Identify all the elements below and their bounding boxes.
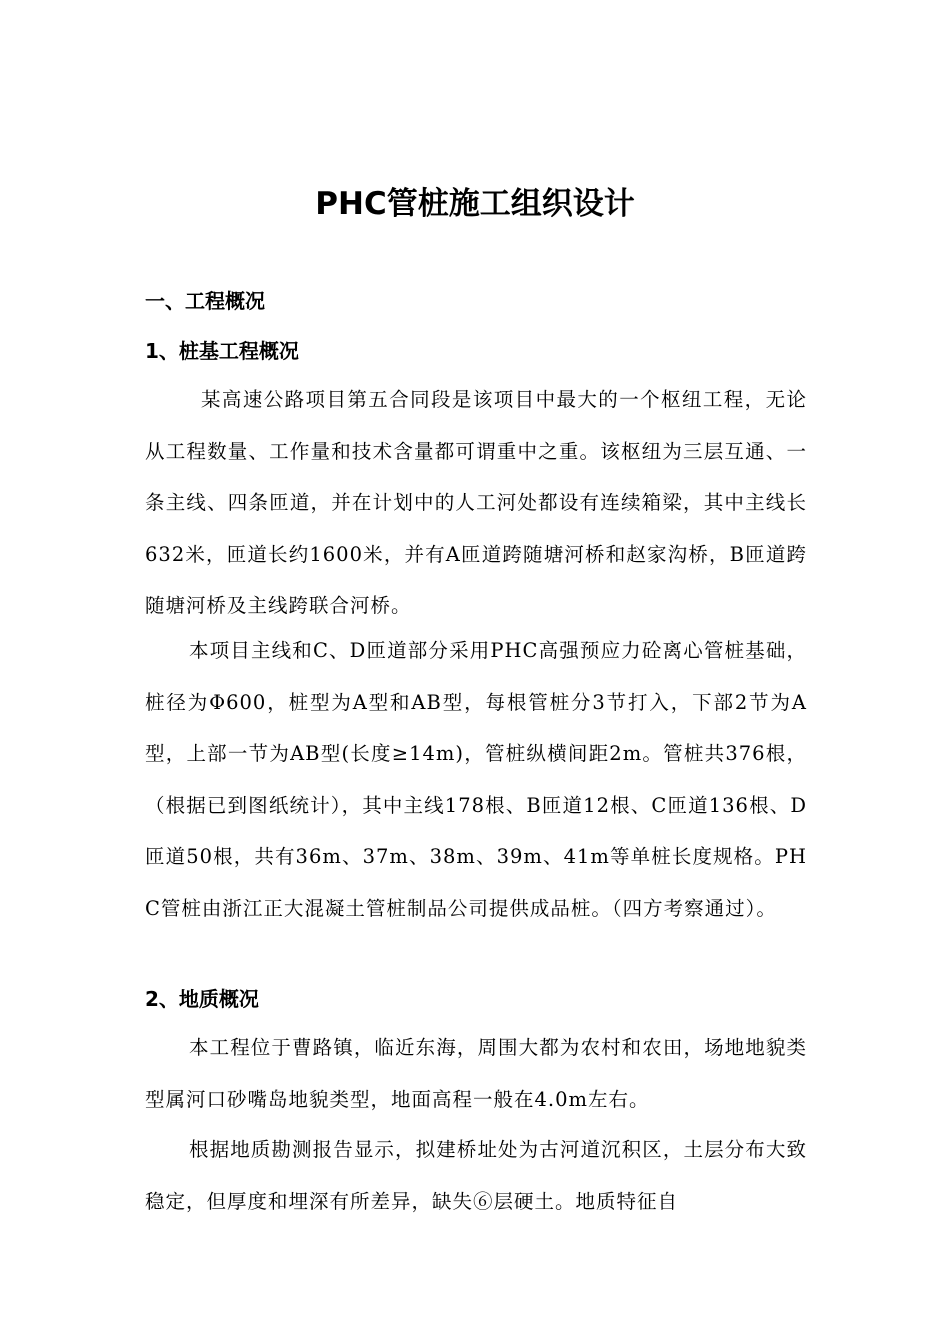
paragraph-site-location: 本工程位于曹路镇，临近东海，周围大都为农村和农田，场地地貌类型属河口砂嘴岛地貌类型，地面高程一般在4.0m左右。 xyxy=(145,1036,807,1111)
section-heading-project-overview: 一、工程概况 xyxy=(145,289,265,313)
paragraph-project-description: 某高速公路项目第五合同段是该项目中最大的一个枢纽工程，无论从工程数量、工作量和技术含量都可谓重中之重。该枢纽为三层互通、一条主线、四条匝道，并在计划中的人工河处都设有连续箱梁，其中主线长632米，匝道长约1600米，并有A匝道跨随塘河桥和赵家沟桥，B匝道跨随塘河桥及主线跨联合河桥。 xyxy=(145,388,807,617)
subsection-heading-pile-foundation: 1、桩基工程概况 xyxy=(145,339,299,363)
subsection-heading-geology: 2、地质概况 xyxy=(145,987,259,1011)
paragraph-pile-specification: 本项目主线和C、D匝道部分采用PHC高强预应力砼离心管桩基础，桩径为Φ600，桩型为A型和AB型，每根管桩分3节打入，下部2节为A型，上部一节为AB型(长度≥14m)，管桩纵横间距2m。管桩共376根，（根据已到图纸统计），其中主线178根、B匝道12根、C匝道136根、D匝道50根，共有36m、37m、38m、39m、41m等单桩长度规格。PHC管桩由浙江正大混凝土管桩制品公司提供成品桩。（四方考察通过）。 xyxy=(145,639,807,920)
document-title: PHC管桩施工组织设计 xyxy=(315,186,635,222)
paragraph-geological-survey: 根据地质勘测报告显示，拟建桥址处为古河道沉积区，土层分布大致稳定，但厚度和埋深有所差异，缺失⑥层硬土。地质特征自 xyxy=(145,1138,807,1213)
